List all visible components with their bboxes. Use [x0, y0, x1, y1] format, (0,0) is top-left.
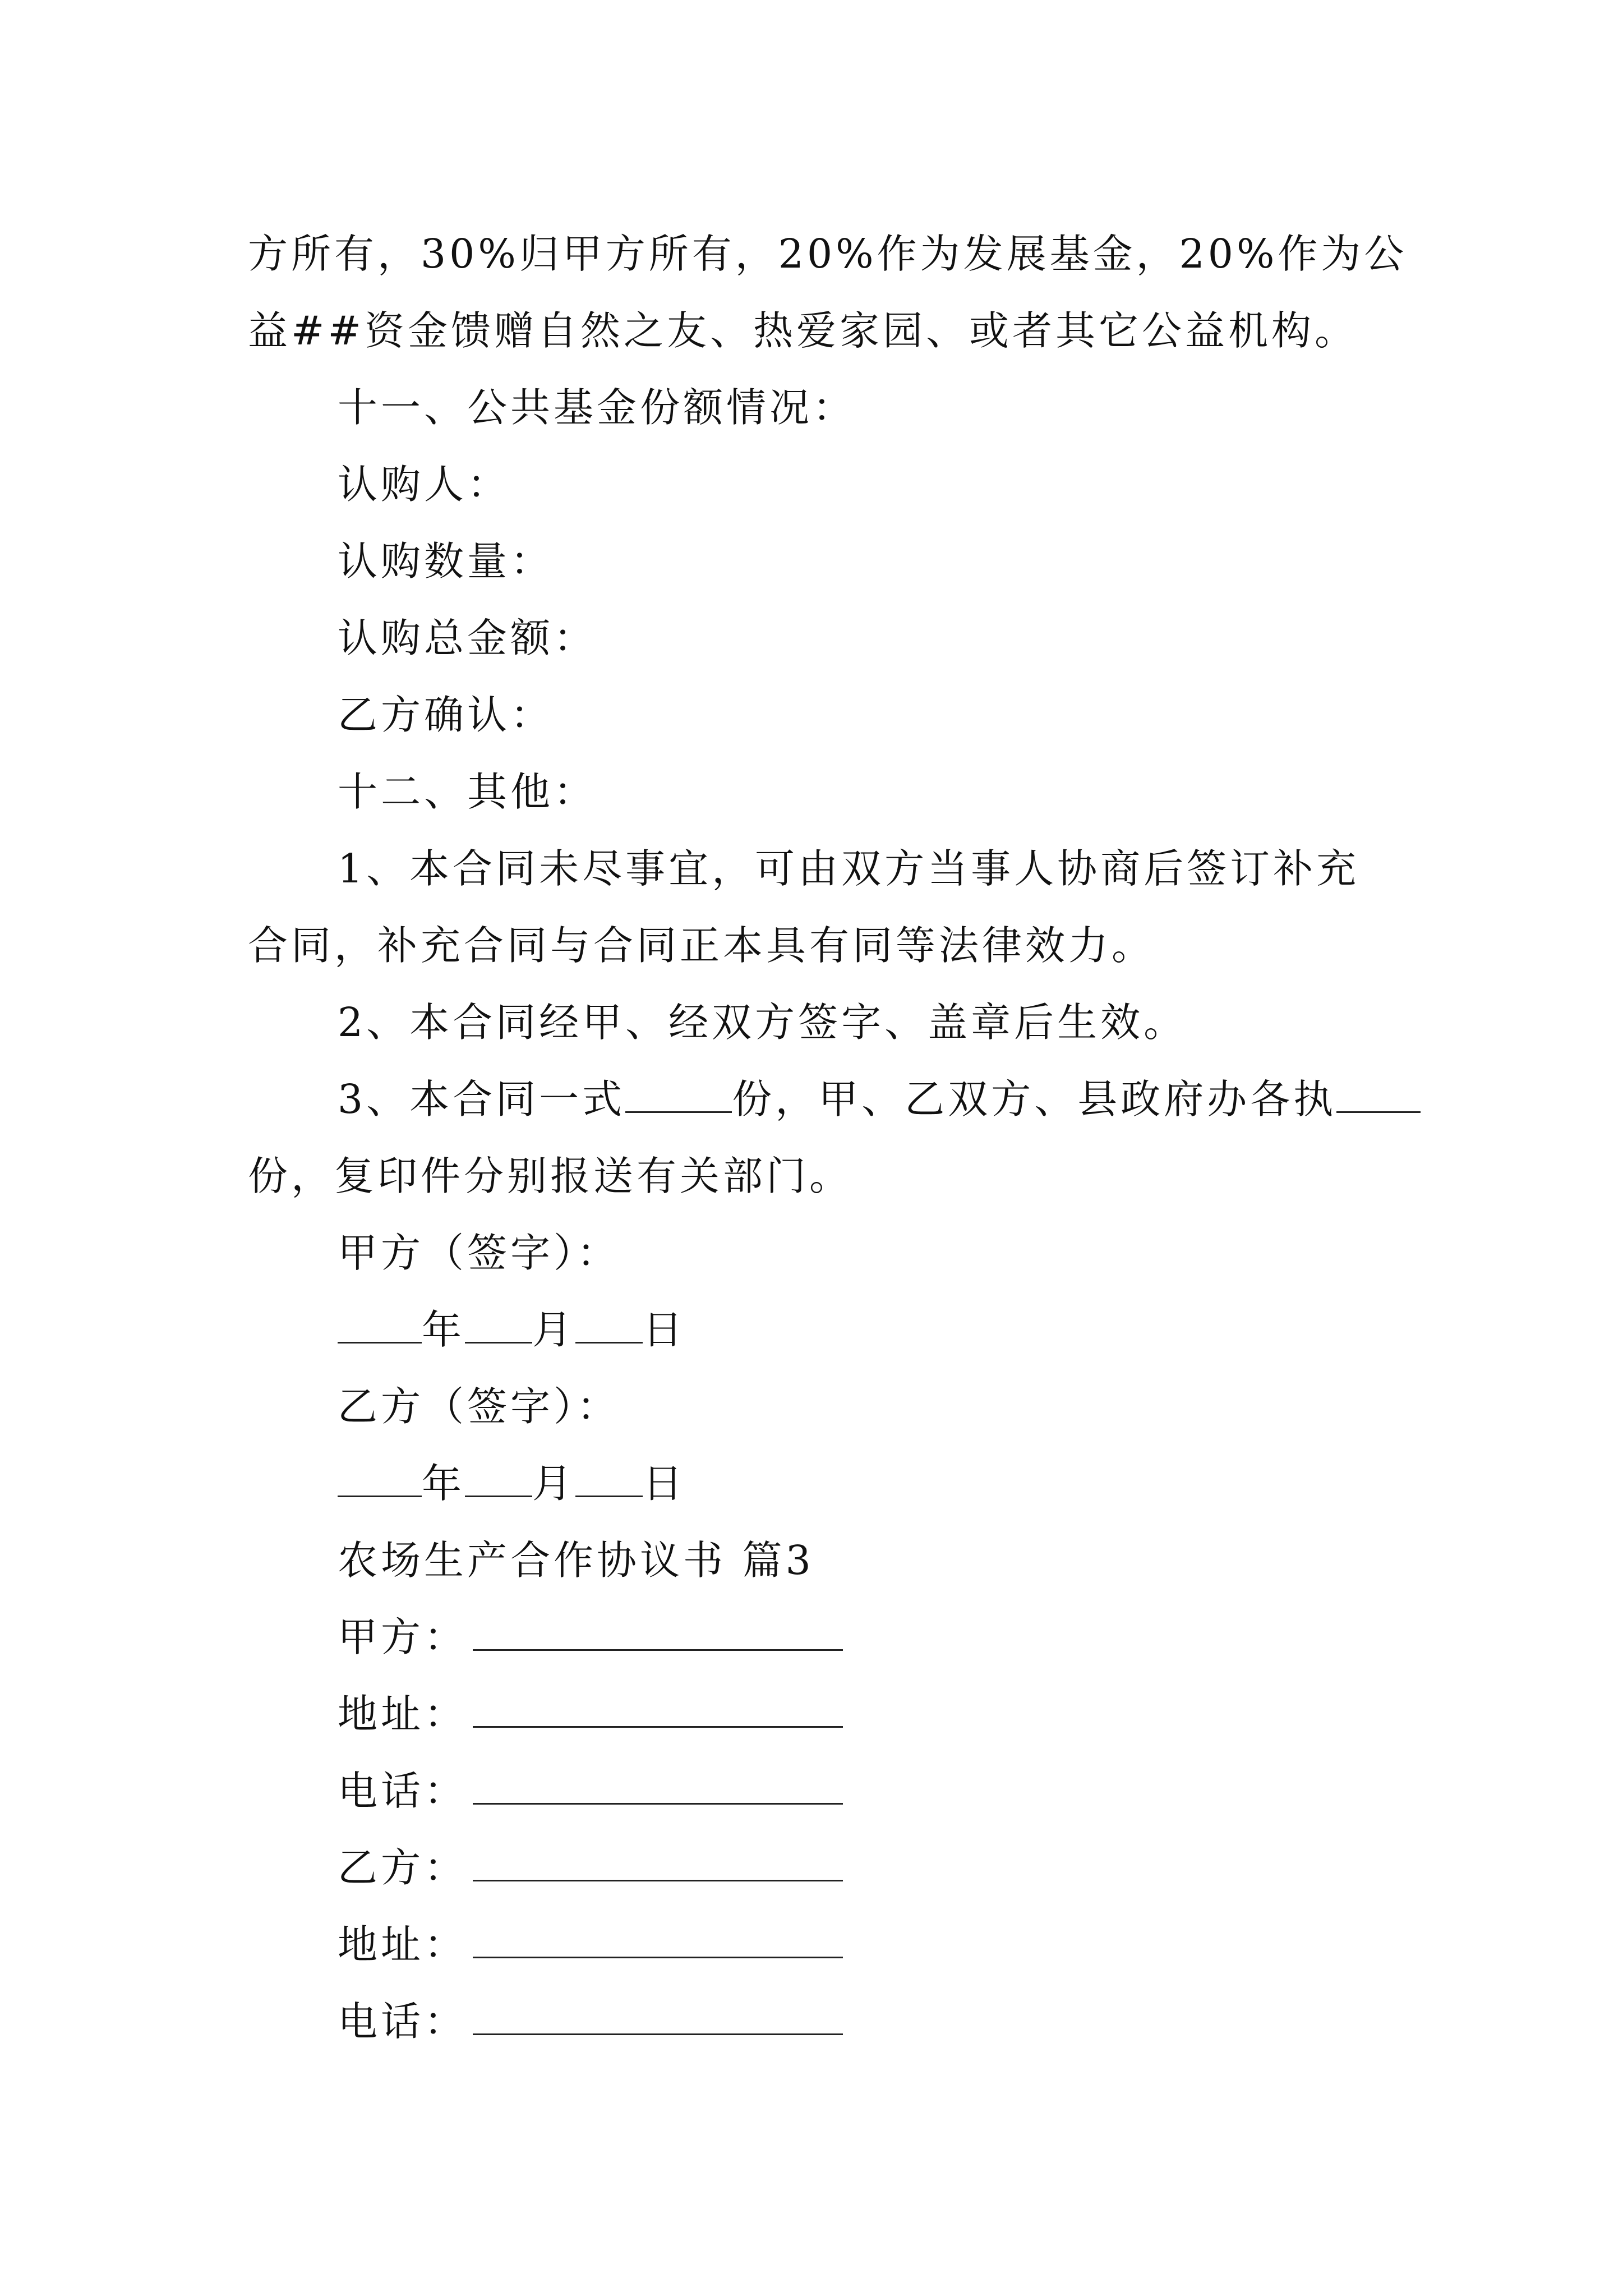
- form-field-party-a: [248, 1599, 1392, 1676]
- form-field-address-b: [248, 1906, 1392, 1983]
- field-label: 乙方：: [338, 1844, 468, 1891]
- field-label: 地址：: [338, 1691, 468, 1737]
- subscribe-total-label: 认购总金额：: [338, 615, 597, 661]
- year-label: 年: [422, 1306, 465, 1353]
- form-field-party-b: [248, 1829, 1392, 1906]
- clause-text: 份，甲、乙双方、县政府办各执: [732, 1076, 1337, 1122]
- subscriber-label: 认购人：: [338, 461, 511, 508]
- year-blank: [338, 1307, 422, 1343]
- form-field-phone-a: [248, 1752, 1392, 1829]
- address-a-blank: [473, 1691, 843, 1728]
- form-field-address-a: [248, 1676, 1392, 1752]
- document-body: [248, 215, 1408, 2060]
- article-heading: 农场生产合作协议书 篇3: [338, 1537, 814, 1584]
- day-blank: [575, 1307, 643, 1343]
- paragraph-line: 益##资金馈赠自然之友、热爱家园、或者其它公益机构。: [248, 307, 1358, 354]
- clause-line: 合同，补充合同与合同正本具有同等法律效力。: [248, 922, 1155, 969]
- date-line: [248, 1445, 1392, 1522]
- copies-blank: [625, 1076, 732, 1113]
- month-label: 月: [532, 1460, 576, 1507]
- clause-line: 2、本合同经甲、经双方签字、盖章后生效。: [338, 999, 1187, 1046]
- address-b-blank: [473, 1922, 843, 1958]
- clause-line: 份，复印件分别报送有关部门。: [248, 1153, 853, 1199]
- party-a-blank: [473, 1614, 843, 1651]
- phone-b-blank: [473, 1999, 843, 2035]
- copies-each-blank: [1336, 1076, 1421, 1113]
- section-heading: 十一、公共基金份额情况：: [338, 384, 856, 431]
- party-b-signature-label: 乙方（签字）：: [338, 1383, 620, 1430]
- day-label: 日: [643, 1460, 686, 1507]
- clause-line: 1、本合同未尽事宜，可由双方当事人协商后签订补充: [338, 845, 1360, 892]
- field-label: 地址：: [338, 1921, 468, 1968]
- party-a-signature-label: 甲方（签字）：: [338, 1230, 620, 1276]
- date-line: [248, 1291, 1392, 1368]
- section-heading: 十二、其他：: [338, 769, 597, 815]
- year-blank: [338, 1461, 422, 1497]
- year-label: 年: [422, 1460, 465, 1507]
- day-label: 日: [643, 1306, 686, 1353]
- field-label: 电话：: [338, 1998, 468, 2045]
- paragraph-line: 方所有，30%归甲方所有，20%作为发展基金，20%作为公: [248, 231, 1408, 277]
- month-blank: [465, 1307, 532, 1343]
- month-blank: [465, 1461, 532, 1497]
- field-label: 电话：: [338, 1768, 468, 1814]
- form-field-phone-b: [248, 1983, 1392, 2060]
- clause-text: 3、本合同一式: [338, 1076, 626, 1122]
- month-label: 月: [532, 1306, 576, 1353]
- clause-line: [248, 1061, 1392, 1138]
- party-b-blank: [473, 1845, 843, 1881]
- day-blank: [575, 1461, 643, 1497]
- field-label: 甲方：: [338, 1614, 468, 1660]
- subscribe-quantity-label: 认购数量：: [338, 538, 554, 585]
- party-b-confirm-label: 乙方确认：: [338, 692, 554, 738]
- phone-a-blank: [473, 1768, 843, 1805]
